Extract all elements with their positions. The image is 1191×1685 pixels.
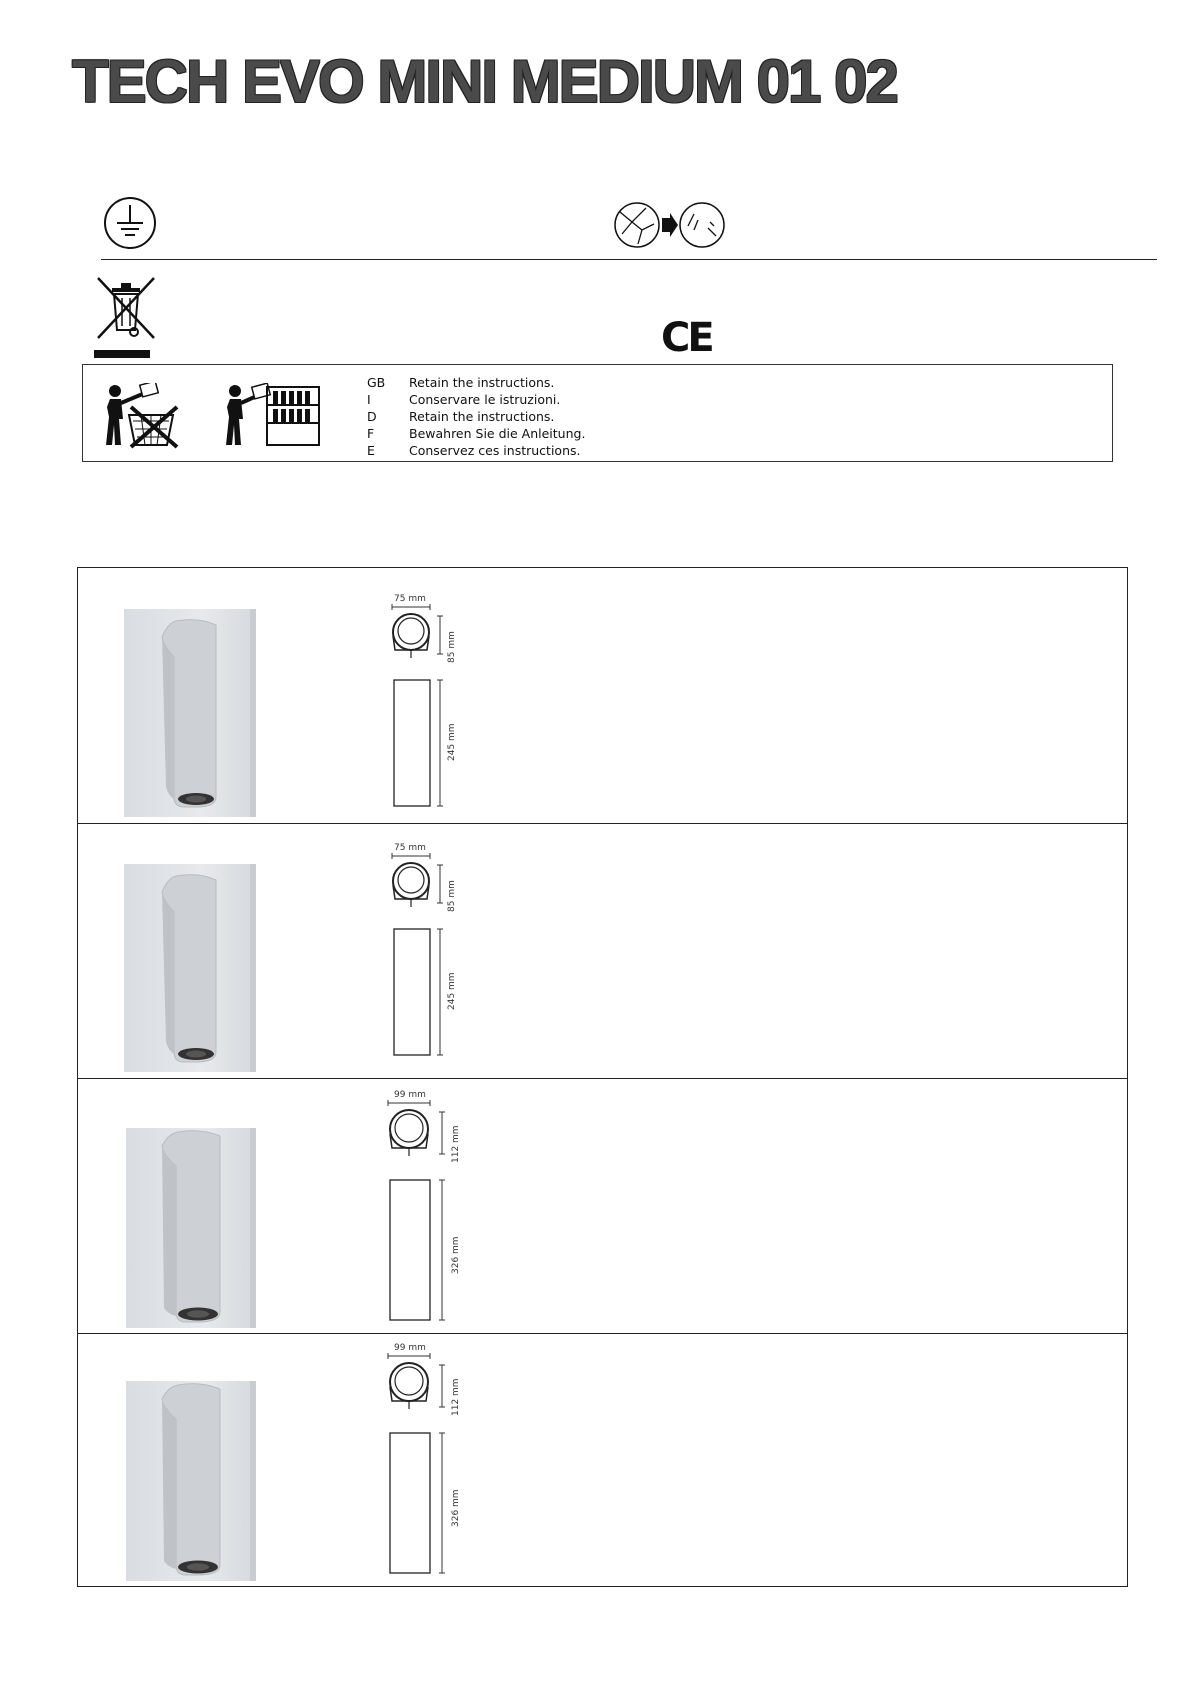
product-photo [126, 1381, 256, 1581]
head-height-label: 85 mm [447, 880, 457, 912]
width-label: 99 mm [394, 1343, 426, 1353]
product-row [78, 568, 1127, 823]
product-row [78, 823, 1127, 1078]
discard-manual-icon [101, 383, 181, 449]
divider-line [101, 259, 1157, 260]
body-height-label: 245 mm [447, 723, 457, 761]
product-row [78, 1078, 1127, 1333]
product-photo [126, 1128, 256, 1328]
page-title: TECH EVO MINI MEDIUM 01 02 [72, 48, 897, 115]
store-manual-icon [223, 383, 323, 449]
product-photo [124, 609, 256, 817]
head-height-label: 112 mm [451, 1125, 461, 1163]
product-photo [124, 864, 256, 1072]
width-label: 99 mm [394, 1090, 426, 1100]
ce-mark: CE [661, 315, 712, 361]
width-label: 75 mm [394, 843, 426, 853]
head-height-label: 85 mm [447, 631, 457, 663]
weee-bin-icon [92, 272, 160, 362]
head-height-label: 112 mm [451, 1378, 461, 1416]
earth-ground-icon [102, 195, 158, 251]
replace-glass-icon [612, 200, 728, 250]
product-table [77, 567, 1128, 1587]
width-label: 75 mm [394, 594, 426, 604]
body-height-label: 245 mm [447, 972, 457, 1010]
product-row [78, 1333, 1127, 1586]
retain-instructions-box: GB Retain the instructions. I Conservare le istruzioni. D Retain the instructions. F Bewahren Sie die Anleitung. E Conservez ces instructions. [82, 364, 1113, 462]
body-height-label: 326 mm [451, 1489, 461, 1527]
body-height-label: 326 mm [451, 1236, 461, 1274]
